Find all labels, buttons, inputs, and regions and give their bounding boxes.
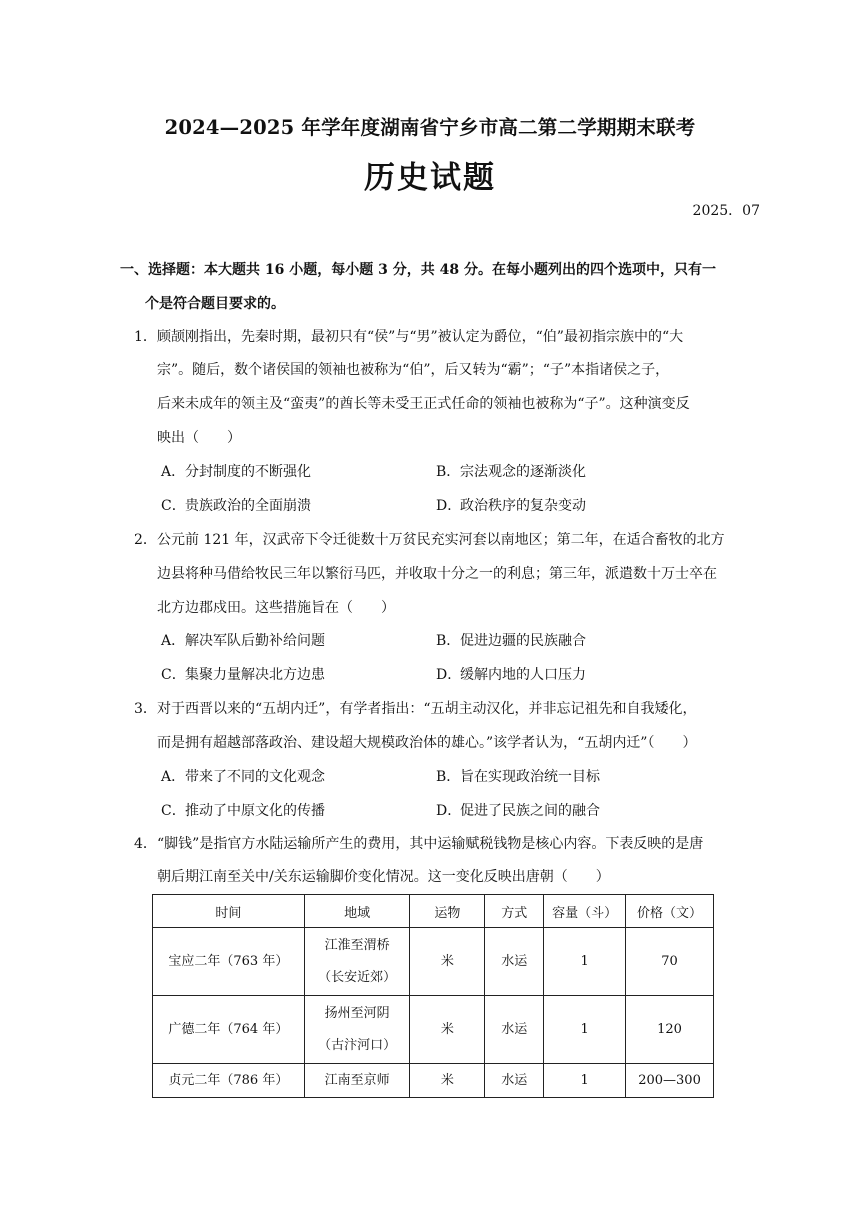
option-text: 解决军队后勤补给问题 [185,633,325,649]
question-1-line-1: 顾颉刚指出，先秦时期，最初只有“侯”与“男”被认定为爵位，“伯”最初指宗族中的“大 [157,329,684,345]
option-text: 集聚力量解决北方边患 [185,667,325,683]
option-text: 宗法观念的逐渐淡化 [460,464,586,480]
question-3-number: 3． [134,701,157,717]
option-letter: D． [436,803,462,819]
table-cell-time: 宝应二年（763 年） [153,928,305,996]
table-row [153,996,714,1064]
question-3-option-b[interactable] [436,766,600,786]
option-text: 促进边疆的民族融合 [460,633,586,649]
option-letter: B． [436,633,461,649]
option-letter: B． [436,769,461,785]
option-letter: D． [436,667,462,683]
question-1-option-b[interactable] [436,461,586,481]
question-1-option-d[interactable] [436,495,586,515]
table-row [153,928,714,996]
table-cell-price: 120 [626,996,714,1064]
table-header-cell: 时间 [153,895,305,928]
question-2-line-3: 北方边郡戍田。这些措施旨在（ ） [157,600,395,616]
table-cell-mode: 水运 [485,928,544,996]
subject-title: 历史试题 [364,160,496,196]
option-text: 推动了中原文化的传播 [185,803,325,819]
table-cell-mode: 水运 [485,1064,544,1098]
option-text: 促进了民族之间的融合 [460,803,600,819]
table-cell-goods: 米 [410,996,485,1064]
question-2-line-2: 边县将种马借给牧民三年以繁衍马匹，并收取十分之一的利息；第三年，派遣数十万士卒在 [157,566,717,582]
table-cell-capacity: 1 [544,1064,626,1098]
question-1-option-c[interactable] [161,495,311,515]
table-cell-price: 70 [626,928,714,996]
exam-title: 2024—2025 年学年度湖南省宁乡市高二第二学期期末联考 [164,116,696,139]
option-letter: C． [161,667,186,683]
option-letter: C． [161,803,186,819]
table-header-cell: 地域 [304,895,410,928]
question-2-number: 2． [134,532,157,548]
region-line: （长安近郊） [318,969,397,985]
region-line: （古汴河口） [318,1037,397,1053]
question-3-option-c[interactable] [161,800,325,820]
table-cell-region [304,928,410,996]
question-1-line-2: 宗”。随后，数个诸侯国的领袖也被称为“伯”，后又转为“霸”；“子”本指诸侯之子， [157,362,670,378]
question-3-option-a[interactable] [161,766,325,786]
option-text: 旨在实现政治统一目标 [460,769,600,785]
option-letter: A． [161,633,186,649]
question-3-line-2: 而是拥有超越部落政治、建设超大规模政治体的雄心。”该学者认为，“五胡内迁”（ ） [157,735,697,751]
freight-cost-table [152,894,714,1098]
region-line: 江淮至渭桥 [324,937,390,953]
question-1-line-3: 后来未成年的领主及“蛮夷”的酋长等未受王正式任命的领袖也被称为“子”。这种演变反 [157,396,690,412]
option-letter: C． [161,498,186,514]
table-cell-price: 200—300 [626,1064,714,1098]
table-cell-capacity: 1 [544,996,626,1064]
section-heading-line1: 一、选择题：本大题共 16 小题，每小题 3 分，共 48 分。在每小题列出的四个选项中，只有一 [120,262,716,278]
question-2-option-b[interactable] [436,630,586,650]
option-letter: A． [161,464,186,480]
question-1-line-4: 映出（ ） [157,430,241,446]
region-line: 扬州至河阴 [324,1005,390,1021]
table-cell-mode: 水运 [485,996,544,1064]
option-letter: D． [436,498,462,514]
question-2-line-1: 公元前 121 年，汉武帝下令迁徙数十万贫民充实河套以南地区；第二年，在适合畜牧的北方 [157,532,725,548]
question-2-option-a[interactable] [161,630,325,650]
table-cell-region [304,996,410,1064]
question-4-line-2: 朝后期江南至关中/关东运输脚价变化情况。这一变化反映出唐朝（ ） [157,869,610,885]
option-text: 贵族政治的全面崩溃 [185,498,311,514]
question-2-option-c[interactable] [161,664,325,684]
question-1-number: 1． [134,329,157,345]
table-cell-region: 江南至京师 [304,1064,410,1098]
table-header-row [153,895,714,928]
option-text: 缓解内地的人口压力 [460,667,586,683]
option-text: 带来了不同的文化观念 [185,769,325,785]
option-text: 政治秩序的复杂变动 [460,498,586,514]
question-4-line-1: “脚钱”是指官方水陆运输所产生的费用，其中运输赋税钱物是核心内容。下表反映的是唐 [157,836,704,852]
table-cell-capacity: 1 [544,928,626,996]
section-heading-line2: 个是符合题目要求的。 [145,296,285,312]
table-row [153,1064,714,1098]
option-text: 分封制度的不断强化 [185,464,311,480]
table-header-cell: 容量（斗） [544,895,626,928]
question-4-number: 4． [134,836,157,852]
question-3-line-1: 对于西晋以来的“五胡内迁”，有学者指出：“五胡主动汉化，并非忘记祖先和自我矮化， [157,701,697,717]
question-2-option-d[interactable] [436,664,586,684]
table-cell-time: 广德二年（764 年） [153,996,305,1064]
option-letter: B． [436,464,461,480]
table-cell-goods: 米 [410,928,485,996]
question-3-option-d[interactable] [436,800,600,820]
table-header-cell: 运物 [410,895,485,928]
option-letter: A． [161,769,186,785]
exam-date: 2025．07 [692,203,760,219]
table-header-cell: 方式 [485,895,544,928]
question-1-option-a[interactable] [161,461,311,481]
table-cell-goods: 米 [410,1064,485,1098]
table-cell-time: 贞元二年（786 年） [153,1064,305,1098]
table-header-cell: 价格（文） [626,895,714,928]
